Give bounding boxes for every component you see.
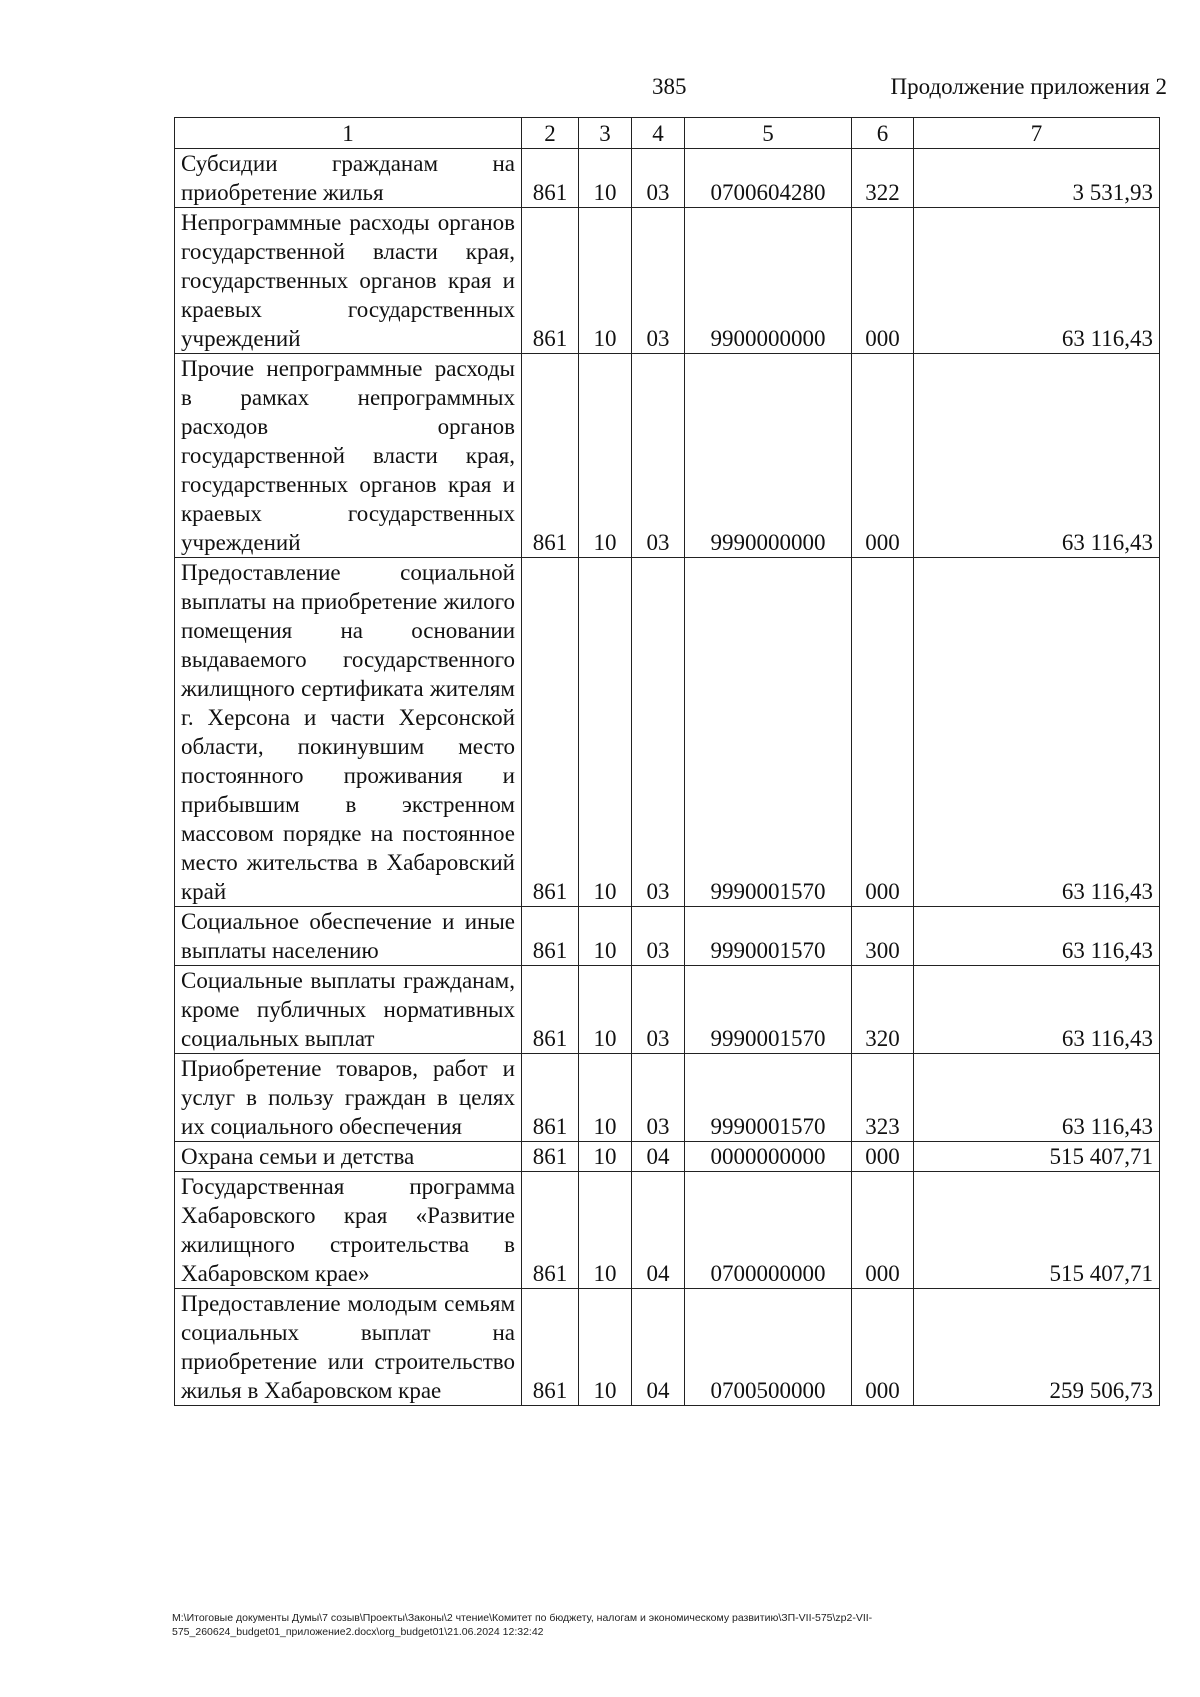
cell-admin-code: 861 (522, 208, 579, 354)
cell-section: 10 (579, 1054, 632, 1142)
cell-amount: 63 116,43 (914, 208, 1160, 354)
row-name: Социальные выплаты гражданам, кроме публичных нормативных социальных выплат (175, 966, 522, 1054)
cell-section: 10 (579, 907, 632, 966)
column-header: 2 (522, 118, 579, 149)
cell-target-article: 0700000000 (685, 1172, 852, 1289)
cell-target-article: 0700500000 (685, 1289, 852, 1406)
cell-subsection: 03 (632, 354, 685, 558)
row-name: Социальное обеспечение и иные выплаты населению (175, 907, 522, 966)
column-header: 1 (175, 118, 522, 149)
cell-admin-code: 861 (522, 149, 579, 208)
cell-target-article: 9990000000 (685, 354, 852, 558)
column-header: 3 (579, 118, 632, 149)
cell-section: 10 (579, 558, 632, 907)
cell-expense-type: 322 (852, 149, 914, 208)
cell-target-article: 0000000000 (685, 1142, 852, 1172)
column-header: 6 (852, 118, 914, 149)
table-row (175, 208, 1160, 354)
cell-subsection: 04 (632, 1142, 685, 1172)
cell-amount: 63 116,43 (914, 354, 1160, 558)
cell-section: 10 (579, 1142, 632, 1172)
cell-section: 10 (579, 354, 632, 558)
row-name: Предоставление молодым семьям социальных выплат на приобретение или строительство жилья в Хабаровском крае (175, 1289, 522, 1406)
table-row (175, 1172, 1160, 1289)
cell-amount: 3 531,93 (914, 149, 1160, 208)
row-name: Охрана семьи и детства (175, 1142, 522, 1172)
cell-subsection: 03 (632, 558, 685, 907)
cell-amount: 63 116,43 (914, 1054, 1160, 1142)
column-header: 4 (632, 118, 685, 149)
cell-expense-type: 000 (852, 208, 914, 354)
cell-expense-type: 000 (852, 1289, 914, 1406)
cell-subsection: 03 (632, 1054, 685, 1142)
row-name: Субсидии гражданам на приобретение жилья (175, 149, 522, 208)
row-name: Государственная программа Хабаровского края «Развитие жилищного строительства в Хабаровском крае» (175, 1172, 522, 1289)
table-row (175, 966, 1160, 1054)
cell-admin-code: 861 (522, 558, 579, 907)
cell-expense-type: 320 (852, 966, 914, 1054)
cell-section: 10 (579, 1172, 632, 1289)
cell-expense-type: 323 (852, 1054, 914, 1142)
file-path-footer: M:\Итоговые документы Думы\7 созыв\Проекты\Законы\2 чтение\Комитет по бюджету, налогам и экономическому развитию\ЗП-VII-575\zp2-VII-575_260624_budget01_приложение2.docx\org_budget01\21.06.2024 12:32:42 (172, 1612, 873, 1638)
cell-target-article: 9990001570 (685, 966, 852, 1054)
row-name: Непрограммные расходы органов государственной власти края, государственных органов края и краевых государственных учреждений (175, 208, 522, 354)
cell-section: 10 (579, 149, 632, 208)
cell-section: 10 (579, 966, 632, 1054)
cell-section: 10 (579, 1289, 632, 1406)
cell-admin-code: 861 (522, 1289, 579, 1406)
cell-expense-type: 000 (852, 558, 914, 907)
cell-amount: 259 506,73 (914, 1289, 1160, 1406)
table-row (175, 558, 1160, 907)
row-name: Предоставление социальной выплаты на приобретение жилого помещения на основании выдаваемого государственного жилищного сертификата жителям г. Херсона и части Херсонской области, покинувшим место постоянного проживания и прибывшим в экстренном массовом порядке на постоянное место жительства в Хабаровский край (175, 558, 522, 907)
table-row (175, 149, 1160, 208)
cell-amount: 63 116,43 (914, 966, 1160, 1054)
column-header: 7 (914, 118, 1160, 149)
cell-amount: 63 116,43 (914, 558, 1160, 907)
cell-admin-code: 861 (522, 907, 579, 966)
row-name: Приобретение товаров, работ и услуг в пользу граждан в целях их социального обеспечения (175, 1054, 522, 1142)
cell-subsection: 03 (632, 907, 685, 966)
cell-target-article: 9900000000 (685, 208, 852, 354)
cell-expense-type: 000 (852, 1172, 914, 1289)
cell-admin-code: 861 (522, 966, 579, 1054)
table-row (175, 354, 1160, 558)
cell-subsection: 04 (632, 1289, 685, 1406)
cell-target-article: 9990001570 (685, 558, 852, 907)
cell-expense-type: 000 (852, 1142, 914, 1172)
cell-admin-code: 861 (522, 1172, 579, 1289)
cell-amount: 63 116,43 (914, 907, 1160, 966)
cell-target-article: 0700604280 (685, 149, 852, 208)
cell-admin-code: 861 (522, 1054, 579, 1142)
row-name: Прочие непрограммные расходы в рамках непрограммных расходов органов государственной власти края, государственных органов края и краевых государственных учреждений (175, 354, 522, 558)
table-row (175, 1142, 1160, 1172)
header-row (175, 118, 1160, 149)
cell-expense-type: 000 (852, 354, 914, 558)
cell-target-article: 9990001570 (685, 907, 852, 966)
continuation-label: Продолжение приложения 2 (890, 74, 1167, 99)
cell-subsection: 04 (632, 1172, 685, 1289)
cell-expense-type: 300 (852, 907, 914, 966)
page-number: 385 (652, 74, 687, 99)
cell-subsection: 03 (632, 149, 685, 208)
cell-admin-code: 861 (522, 1142, 579, 1172)
cell-section: 10 (579, 208, 632, 354)
cell-amount: 515 407,71 (914, 1172, 1160, 1289)
column-header: 5 (685, 118, 852, 149)
table-row (175, 907, 1160, 966)
cell-subsection: 03 (632, 208, 685, 354)
cell-subsection: 03 (632, 966, 685, 1054)
table-row (175, 1289, 1160, 1406)
cell-admin-code: 861 (522, 354, 579, 558)
cell-target-article: 9990001570 (685, 1054, 852, 1142)
cell-amount: 515 407,71 (914, 1142, 1160, 1172)
table-row (175, 1054, 1160, 1142)
budget-table (174, 117, 1160, 1406)
